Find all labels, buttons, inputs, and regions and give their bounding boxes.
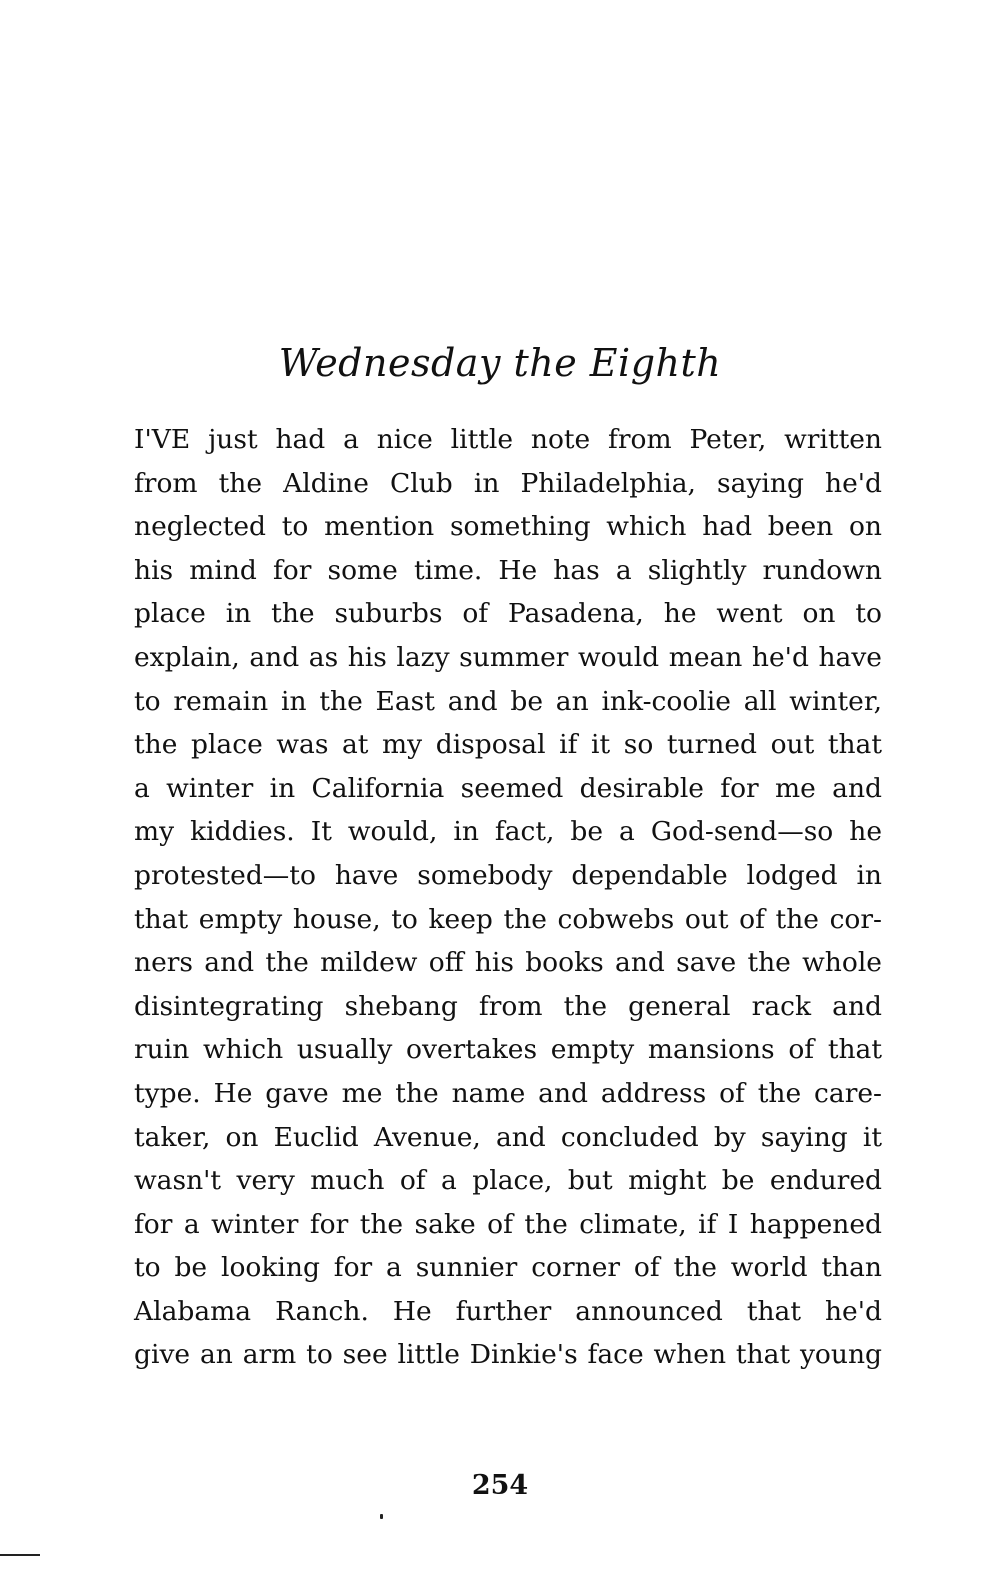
text-line-13: ners and the mildew off his books and save the whole <box>134 947 882 979</box>
text-line-10: my kiddies. It would, in fact, be a God-send—so he <box>134 816 882 848</box>
text-line-5: place in the suburbs of Pasadena, he went on to <box>134 598 882 630</box>
text-line-9: a winter in California seemed desirable for me and <box>134 772 882 804</box>
page-number: 254 <box>471 1470 529 1501</box>
text-line-1 <box>134 418 882 462</box>
text-line-17: taker, on Euclid Avenue, and concluded by saying it <box>134 1121 882 1153</box>
text-line-22: give an arm to see little Dinkie's face when that young <box>134 1339 882 1371</box>
scan-edge-mark <box>0 1554 40 1556</box>
text-line-11: protested—to have somebody dependable lodged in <box>134 859 882 891</box>
opening-word: I'VE <box>134 424 191 455</box>
text-line-12: that empty house, to keep the cobwebs out of the cor- <box>134 903 882 935</box>
text-line-18: wasn't very much of a place, but might be endured <box>134 1165 882 1197</box>
chapter-title: Wednesday the Eighth <box>278 341 722 385</box>
text-line-6: explain, and as his lazy summer would mean he'd have <box>134 641 882 673</box>
scan-speck <box>380 1514 383 1519</box>
text-line-14: disintegrating shebang from the general rack and <box>134 990 882 1022</box>
text-line-4: his mind for some time. He has a slightly rundown <box>134 554 882 586</box>
text-line-19: for a winter for the sake of the climate, if I happened <box>134 1208 882 1240</box>
text-line-1-rest: just had a nice little note from Peter, written <box>190 424 882 455</box>
text-line-3: neglected to mention something which had been on <box>134 511 882 543</box>
text-line-2: from the Aldine Club in Philadelphia, saying he'd <box>134 467 882 499</box>
text-line-20: to be looking for a sunnier corner of the world than <box>134 1252 882 1284</box>
text-line-7: to remain in the East and be an ink-coolie all winter, <box>134 685 882 717</box>
body-text <box>134 418 882 1377</box>
text-line-21: Alabama Ranch. He further announced that he'd <box>134 1295 882 1327</box>
text-line-16: type. He gave me the name and address of the care- <box>134 1077 882 1109</box>
text-line-15: ruin which usually overtakes empty mansions of that <box>134 1034 882 1066</box>
text-line-8: the place was at my disposal if it so turned out that <box>134 729 882 761</box>
